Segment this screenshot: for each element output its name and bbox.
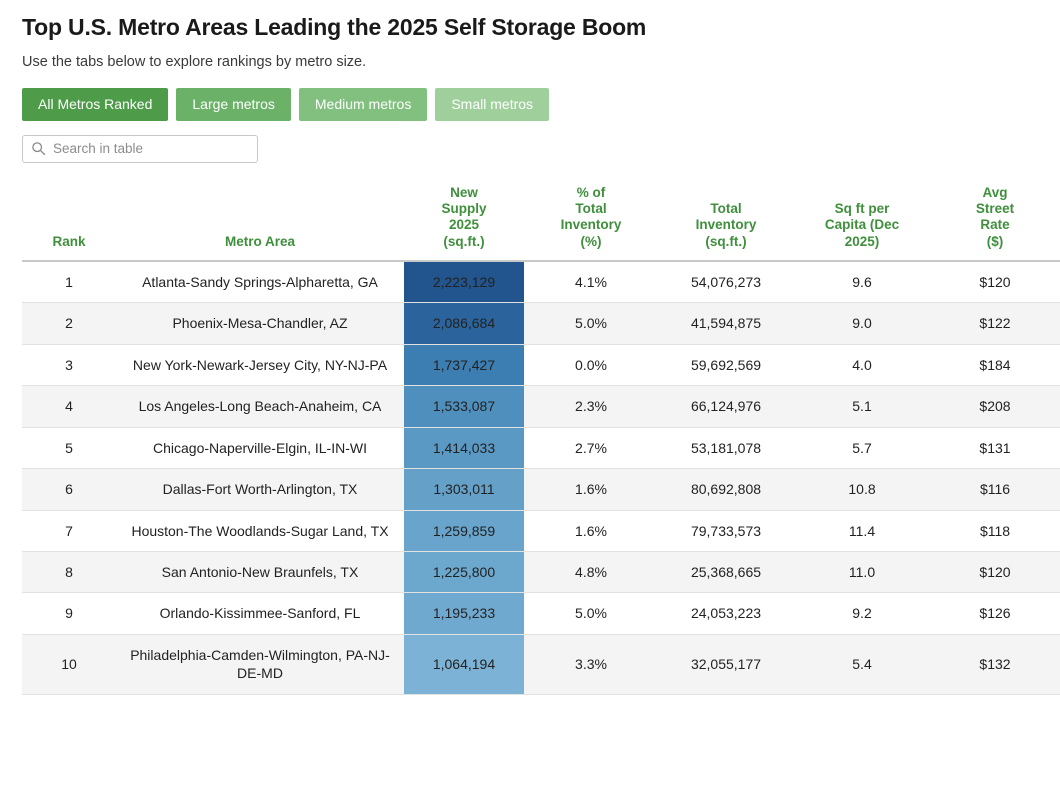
cell-sqft-per-capita: 9.0 [794,303,930,344]
table-row[interactable] [22,427,1060,468]
header-line: ($) [986,233,1004,249]
table-row[interactable] [22,303,1060,344]
cell-new-supply: 1,303,011 [404,469,524,510]
cell-metro-area: San Antonio-New Braunfels, TX [116,552,404,593]
cell-new-supply: 1,737,427 [404,344,524,385]
cell-total-inventory: 53,181,078 [658,427,794,468]
cell-total-inventory: 54,076,273 [658,261,794,303]
cell-pct-total: 4.8% [524,552,658,593]
cell-avg-rate: $131 [930,427,1060,468]
cell-avg-rate: $184 [930,344,1060,385]
cell-avg-rate: $132 [930,634,1060,694]
cell-sqft-per-capita: 5.4 [794,634,930,694]
cell-pct-total: 1.6% [524,469,658,510]
cell-rank: 3 [22,344,116,385]
table-header-row [22,185,1060,261]
cell-sqft-per-capita: 9.2 [794,593,930,634]
cell-avg-rate: $208 [930,386,1060,427]
cell-pct-total: 4.1% [524,261,658,303]
cell-new-supply: 1,225,800 [404,552,524,593]
cell-metro-area: Houston-The Woodlands-Sugar Land, TX [116,510,404,551]
table-row[interactable] [22,344,1060,385]
cell-sqft-per-capita: 9.6 [794,261,930,303]
header-line: Supply [441,201,487,217]
search-box [22,135,258,163]
cell-avg-rate: $118 [930,510,1060,551]
header-line: New [450,184,478,200]
metro-rankings-table [22,185,1060,695]
cell-avg-rate: $126 [930,593,1060,634]
cell-pct-total: 5.0% [524,303,658,344]
header-line: Metro Area [224,233,296,249]
table-row[interactable] [22,634,1060,694]
cell-rank: 6 [22,469,116,510]
cell-new-supply: 2,086,684 [404,303,524,344]
column-header-total-inventory[interactable] [658,185,794,261]
cell-total-inventory: 32,055,177 [658,634,794,694]
header-line: Total [575,201,607,217]
cell-pct-total: 0.0% [524,344,658,385]
cell-sqft-per-capita: 4.0 [794,344,930,385]
column-header-pct-total-inventory[interactable] [524,185,658,261]
table-row[interactable] [22,386,1060,427]
cell-new-supply: 1,064,194 [404,634,524,694]
cell-metro-area: Chicago-Naperville-Elgin, IL-IN-WI [116,427,404,468]
cell-metro-area: Orlando-Kissimmee-Sanford, FL [116,593,404,634]
table-header [22,185,1060,261]
cell-total-inventory: 24,053,223 [658,593,794,634]
cell-sqft-per-capita: 11.0 [794,552,930,593]
cell-sqft-per-capita: 10.8 [794,469,930,510]
table-row[interactable] [22,510,1060,551]
cell-rank: 1 [22,261,116,303]
cell-sqft-per-capita: 5.7 [794,427,930,468]
cell-sqft-per-capita: 11.4 [794,510,930,551]
cell-rank: 9 [22,593,116,634]
column-header-sqft-per-capita[interactable] [794,185,930,261]
tab-small-metros[interactable]: Small metros [435,88,549,121]
column-header-new-supply[interactable] [404,185,524,261]
cell-metro-area: New York-Newark-Jersey City, NY-NJ-PA [116,344,404,385]
cell-total-inventory: 41,594,875 [658,303,794,344]
cell-pct-total: 1.6% [524,510,658,551]
header-line: (%) [580,233,602,249]
header-line: 2025) [844,233,880,249]
cell-total-inventory: 66,124,976 [658,386,794,427]
cell-avg-rate: $120 [930,552,1060,593]
cell-rank: 5 [22,427,116,468]
cell-avg-rate: $122 [930,303,1060,344]
header-line: Inventory [695,217,757,233]
table-row[interactable] [22,261,1060,303]
header-line: Avg [982,184,1008,200]
cell-rank: 10 [22,634,116,694]
cell-total-inventory: 79,733,573 [658,510,794,551]
search-input[interactable] [22,135,258,163]
header-line: Rank [52,233,86,249]
cell-new-supply: 1,414,033 [404,427,524,468]
cell-rank: 4 [22,386,116,427]
header-line: Total [710,201,742,217]
cell-total-inventory: 80,692,808 [658,469,794,510]
header-line: (sq.ft.) [705,233,747,249]
table-row[interactable] [22,552,1060,593]
tab-medium-metros[interactable]: Medium metros [299,88,427,121]
cell-new-supply: 2,223,129 [404,261,524,303]
tab-all-metros-ranked[interactable]: All Metros Ranked [22,88,168,121]
cell-rank: 8 [22,552,116,593]
column-header-avg-street-rate[interactable] [930,185,1060,261]
cell-avg-rate: $120 [930,261,1060,303]
table-row[interactable] [22,469,1060,510]
cell-new-supply: 1,195,233 [404,593,524,634]
tab-bar [22,88,942,121]
cell-pct-total: 5.0% [524,593,658,634]
cell-total-inventory: 59,692,569 [658,344,794,385]
cell-avg-rate: $116 [930,469,1060,510]
header-line: (sq.ft.) [443,233,485,249]
table-body [22,261,1060,695]
page-title: Top U.S. Metro Areas Leading the 2025 Self Storage Boom [22,14,647,40]
cell-new-supply: 1,533,087 [404,386,524,427]
cell-metro-area: Los Angeles-Long Beach-Anaheim, CA [116,386,404,427]
header-line: Inventory [560,217,622,233]
cell-rank: 7 [22,510,116,551]
header-line: 2025 [448,217,480,233]
cell-metro-area: Dallas-Fort Worth-Arlington, TX [116,469,404,510]
cell-new-supply: 1,259,859 [404,510,524,551]
column-header-metro-area[interactable] [116,185,404,261]
cell-pct-total: 2.3% [524,386,658,427]
header-line: Rate [980,217,1010,233]
header-line: % of [576,184,606,200]
cell-pct-total: 3.3% [524,634,658,694]
page-subtitle: Use the tabs below to explore rankings by metro size. [22,53,367,70]
header-line: Street [975,201,1015,217]
cell-metro-area: Philadelphia-Camden-Wilmington, PA-NJ-DE-MD [116,634,404,694]
cell-total-inventory: 25,368,665 [658,552,794,593]
header-line: Capita (Dec [824,217,900,233]
table-row[interactable] [22,593,1060,634]
cell-rank: 2 [22,303,116,344]
column-header-rank[interactable] [22,185,116,261]
header-line: Sq ft per [834,201,890,217]
cell-sqft-per-capita: 5.1 [794,386,930,427]
tab-large-metros[interactable]: Large metros [176,88,290,121]
cell-metro-area: Phoenix-Mesa-Chandler, AZ [116,303,404,344]
cell-pct-total: 2.7% [524,427,658,468]
cell-metro-area: Atlanta-Sandy Springs-Alpharetta, GA [116,261,404,303]
